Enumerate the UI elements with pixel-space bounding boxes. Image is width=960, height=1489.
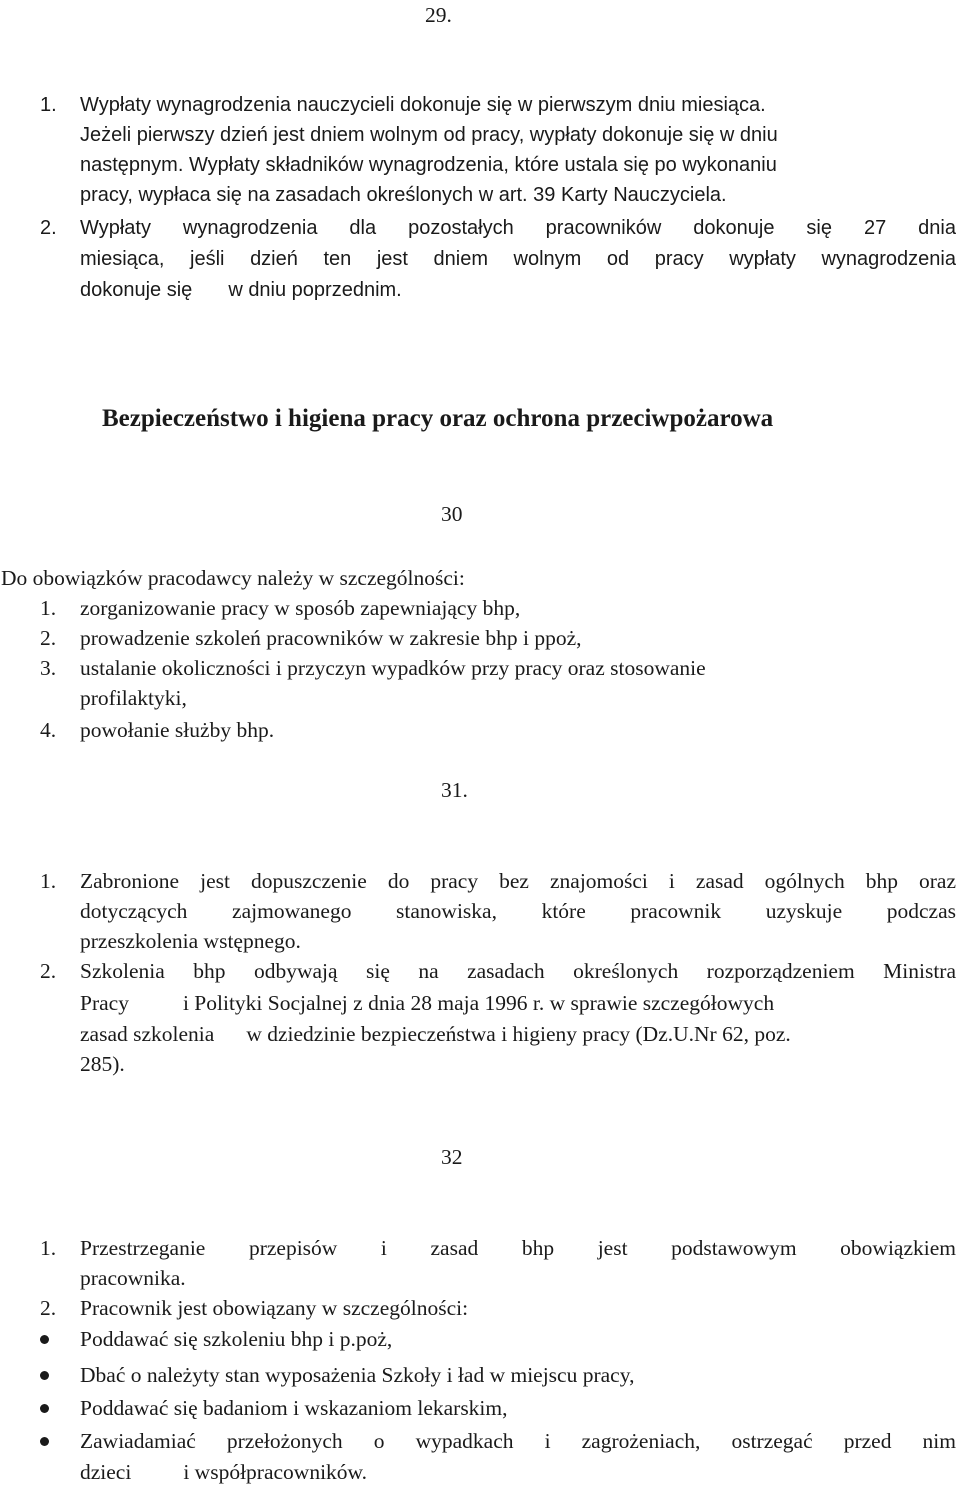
bullet-item: Poddawać się szkoleniu bhp i p.poż, — [80, 1327, 393, 1351]
list-marker: 3. — [40, 656, 57, 680]
section-number-30: 30 — [441, 502, 463, 526]
list-marker: 1. — [40, 596, 57, 620]
list-marker: 1. — [40, 1236, 57, 1260]
bullet-icon — [40, 1371, 49, 1380]
section-number-29: 29. — [425, 3, 452, 27]
paragraph-line: dotyczących zajmowanego stanowiska, które pracownik uzyskuje podczas — [80, 899, 956, 923]
text-fragment: zasad szkolenia — [80, 1022, 215, 1046]
text-fragment: w dniu poprzednim. — [228, 279, 402, 301]
paragraph-line: 285). — [80, 1052, 125, 1076]
text-fragment: w dziedzinie bezpieczeństwa i higieny pracy (Dz.U.Nr 62, poz. — [246, 1022, 791, 1046]
bullet-item: Poddawać się badaniom i wskazaniom lekarskim, — [80, 1396, 508, 1420]
list-marker: 1. — [40, 94, 57, 116]
section-number-31: 31. — [441, 778, 468, 802]
paragraph-line: miesiąca, jeśli dzień ten jest dniem wolnym od pracy wypłaty wynagrodzenia — [80, 248, 956, 270]
bullet-item-continuation — [80, 1457, 367, 1487]
list-item: prowadzenie szkoleń pracowników w zakresie bhp i ppoż, — [80, 626, 582, 650]
paragraph-line — [80, 988, 774, 1018]
bullet-item: Zawiadamiać przełożonych o wypadkach i zagrożeniach, ostrzegać przed nim — [80, 1429, 956, 1453]
list-marker: 2. — [40, 959, 57, 983]
text-fragment: i współpracowników. — [183, 1460, 368, 1484]
intro-line: Do obowiązków pracodawcy należy w szczególności: — [1, 566, 465, 590]
list-marker: 1. — [40, 869, 57, 893]
paragraph-line: Zabronione jest dopuszczenie do pracy bez znajomości i zasad ogólnych bhp oraz — [80, 869, 956, 893]
section-heading: Bezpieczeństwo i higiena pracy oraz ochrona przeciwpożarowa — [102, 405, 774, 432]
list-marker: 4. — [40, 718, 57, 742]
paragraph-line — [80, 275, 402, 305]
paragraph-line: Wypłaty wynagrodzenia nauczycieli dokonuje się w pierwszym dniu miesiąca. — [80, 94, 766, 116]
paragraph-line: Jeżeli pierwszy dzień jest dniem wolnym od pracy, wypłaty dokonuje się w dniu — [80, 124, 778, 146]
section-symbol — [420, 1142, 425, 1172]
list-marker: 2. — [40, 1296, 57, 1320]
paragraph-line: przeszkolenia wstępnego. — [80, 929, 301, 953]
bullet-icon — [40, 1404, 49, 1413]
paragraph-line: Pracownik jest obowiązany w szczególności: — [80, 1296, 469, 1320]
list-item: ustalanie okoliczności i przyczyn wypadków przy pracy oraz stosowanie — [80, 656, 706, 680]
text-fragment: Pracy — [80, 991, 129, 1015]
text-fragment: i Polityki Socjalnej z dnia 28 maja 1996 r. w sprawie szczegółowych — [182, 991, 775, 1015]
paragraph-line: następnym. Wypłaty składników wynagrodzenia, które ustala się po wykonaniu — [80, 154, 777, 176]
bullet-icon — [40, 1437, 49, 1446]
section-symbol — [420, 499, 425, 529]
list-item-continuation: profilaktyki, — [80, 686, 187, 710]
paragraph-line: Szkolenia bhp odbywają się na zasadach określonych rozporządzeniem Ministra — [80, 959, 956, 983]
list-item: zorganizowanie pracy w sposób zapewniający bhp, — [80, 596, 521, 620]
bullet-item: Dbać o należyty stan wyposażenia Szkoły i ład w miejscu pracy, — [80, 1363, 635, 1387]
paragraph-line — [80, 1019, 791, 1049]
bullet-icon — [40, 1335, 49, 1344]
paragraph-line: Wypłaty wynagrodzenia dla pozostałych pracowników dokonuje się 27 dnia — [80, 217, 956, 239]
list-marker: 2. — [40, 626, 57, 650]
list-marker: 2. — [40, 217, 57, 239]
paragraph-line: Przestrzeganie przepisów i zasad bhp jest podstawowym obowiązkiem — [80, 1236, 956, 1260]
paragraph-line: pracownika. — [80, 1266, 186, 1290]
paragraph-line: pracy, wypłaca się na zasadach określonych w art. 39 Karty Nauczyciela. — [80, 184, 727, 206]
list-item: powołanie służby bhp. — [80, 718, 275, 742]
text-fragment: dokonuje się — [80, 279, 193, 301]
text-fragment: dzieci — [80, 1460, 132, 1484]
section-number-32: 32 — [441, 1145, 463, 1169]
